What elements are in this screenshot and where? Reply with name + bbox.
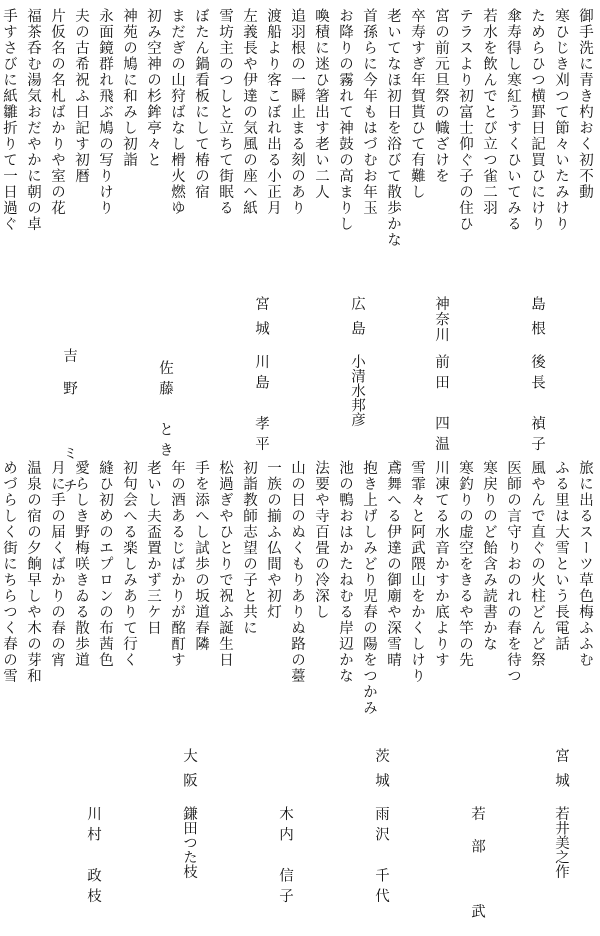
author-prefecture: 大阪 bbox=[181, 748, 197, 797]
author-prefecture: 広島 bbox=[349, 296, 365, 345]
haiku-line: 永面鏡群れ飛ぶ鳩の写りけり bbox=[97, 8, 113, 216]
haiku-line: 初句会へる楽しみありて行く bbox=[121, 460, 137, 668]
haiku-line: 若水を飲んでとび立つ雀二羽 bbox=[481, 8, 497, 216]
haiku-line: 年の酒あるじばかりが酩酊す bbox=[169, 460, 185, 668]
haiku-line: 左義長や伊達の気風の座へ紙 bbox=[241, 8, 257, 216]
haiku-line: 御手洗に青き杓おく初不動 bbox=[577, 8, 593, 200]
haiku-line: 松過ぎやひとりで祝ふ誕生日 bbox=[217, 460, 233, 668]
haiku-line: 雪霏々と阿武隈山をかくしけり bbox=[409, 460, 425, 684]
haiku-line: 鳶舞へる伊達の御廟や深雪晴 bbox=[385, 460, 401, 668]
haiku-line: 首孫らに今年もはづむお年玉 bbox=[361, 8, 377, 216]
haiku-line: 法要や寺百畳の冷深し bbox=[313, 460, 329, 620]
bottom-section bbox=[0, 460, 600, 936]
haiku-line: 医師の言守りおのれの春を待つ bbox=[505, 460, 521, 684]
author-prefecture: 宮城 bbox=[553, 748, 569, 797]
haiku-line: 旅に出るスーツ草色梅ふふむ bbox=[577, 460, 593, 668]
haiku-line: 風やんで直ぐの火柱どんど祭 bbox=[529, 460, 545, 668]
haiku-line: 老いし夫盃置かず三ケ日 bbox=[145, 460, 161, 636]
haiku-line: 一族の揃ふ仏間や初灯 bbox=[265, 460, 281, 620]
author-name: 川村 政枝 bbox=[85, 806, 101, 909]
author-credit bbox=[249, 296, 273, 457]
haiku-line: 池の鴨おはかたねむる岸辺かな bbox=[337, 460, 353, 684]
author-credit bbox=[153, 296, 177, 463]
author-name: 前田 四温 bbox=[433, 354, 449, 457]
haiku-line: まだぎの山狩ばなし榾火燃ゆ bbox=[169, 8, 185, 216]
author-credit bbox=[273, 748, 297, 909]
author-name: 吉野 ミチ bbox=[61, 348, 77, 511]
author-name: 若井美之作 bbox=[553, 806, 569, 879]
author-credit bbox=[465, 748, 489, 936]
haiku-line: 片仮名の名札ばかりや室の花 bbox=[49, 8, 65, 216]
haiku-line: 寒ひじき刈つて節々いたみけり bbox=[553, 8, 569, 232]
haiku-line: 宮の前元旦祭の幟ざけを bbox=[433, 8, 449, 184]
haiku-line: 初詣教師志望の子と共に bbox=[241, 460, 257, 636]
haiku-line: 卒寿すぎ年賀貰ひて有難し bbox=[409, 8, 425, 200]
haiku-line: 初み空神の杉鉾亭々と bbox=[145, 8, 161, 168]
author-name: 小清水邦彦 bbox=[349, 354, 365, 427]
haiku-line: 夫の古希祝ふ日記す初暦 bbox=[73, 8, 89, 184]
haiku-line: 老いてなほ初日を浴びて散歩かな bbox=[385, 8, 401, 248]
author-name: 鎌田つた枝 bbox=[181, 806, 197, 879]
author-credit bbox=[57, 296, 81, 511]
haiku-line: 寒釣りの虚空をきるや竿の先 bbox=[457, 460, 473, 668]
author-credit bbox=[525, 296, 549, 457]
haiku-line: ためらひつ横罫日記買ひにけり bbox=[529, 8, 545, 232]
haiku-line: 渡船より客こぼれ出る小正月 bbox=[265, 8, 281, 216]
haiku-line: 雪坊主のつしと立ちて街眠る bbox=[217, 8, 233, 216]
haiku-line: 寒戻りのど飴含み読書かな bbox=[481, 460, 497, 652]
top-section bbox=[0, 8, 600, 511]
haiku-line: 愛らしき野梅咲きゐる散歩道 bbox=[73, 460, 89, 668]
haiku-line: 縫ひ初めのエプロンの布茜色 bbox=[97, 460, 113, 668]
author-prefecture: 宮城 bbox=[253, 296, 269, 345]
haiku-line: 喚積に迷ひ箸出す老い二人 bbox=[313, 8, 329, 200]
author-name: 木内 信子 bbox=[277, 806, 293, 909]
haiku-line: 傘寿得し寒紅うすくひいてみる bbox=[505, 8, 521, 232]
haiku-line: 抱き上げしみどり児春の陽をつかみ bbox=[361, 460, 377, 716]
haiku-line: 山の日のぬくもりありぬ路の薹 bbox=[289, 460, 305, 684]
haiku-line: お降りの霧れて神鼓の高まりし bbox=[337, 8, 353, 232]
haiku-line: 福茶呑む湯気おだやかに朝の卓 bbox=[25, 8, 41, 232]
author-credit bbox=[549, 748, 573, 898]
author-credit bbox=[81, 748, 105, 909]
haiku-line: 月に手の届くばかりの春の宵 bbox=[49, 460, 65, 668]
author-name: 若部 武 bbox=[469, 806, 485, 936]
haiku-line: ぼたん鍋看板にして椿の宿 bbox=[193, 8, 209, 200]
author-credit bbox=[345, 296, 369, 446]
haiku-line: 手すさびに紙雛折りて一日過ぐ bbox=[1, 8, 17, 232]
author-credit bbox=[429, 296, 453, 457]
author-name: 雨沢 千代 bbox=[373, 806, 389, 909]
haiku-line: 神苑の鳩に和みし初詣 bbox=[121, 8, 137, 168]
author-name: 後長 禎子 bbox=[529, 354, 545, 457]
haiku-line: めづらしく街にちらつく春の雪 bbox=[1, 460, 17, 684]
author-prefecture: 茨城 bbox=[373, 748, 389, 797]
haiku-line: 追羽根の一瞬止まる刻のあり bbox=[289, 8, 305, 216]
haiku-line: 川凍てる水音かすか底よりす bbox=[433, 460, 449, 668]
author-credit bbox=[177, 748, 201, 898]
author-prefecture: 神奈川 bbox=[433, 296, 449, 343]
haiku-line: 温泉の宿の夕餉早しや木の芽和 bbox=[25, 460, 41, 684]
haiku-line: ふる里は大雪という長電話 bbox=[553, 460, 569, 652]
haiku-line: 手を添へし試歩の坂道春隣 bbox=[193, 460, 209, 652]
author-prefecture: 島根 bbox=[529, 296, 545, 345]
author-name: 佐藤 とき bbox=[157, 360, 173, 463]
author-credit bbox=[369, 748, 393, 909]
author-name: 川島 孝平 bbox=[253, 354, 269, 457]
haiku-line: テラスより初富士仰ぐ子の住ひ bbox=[457, 8, 473, 232]
